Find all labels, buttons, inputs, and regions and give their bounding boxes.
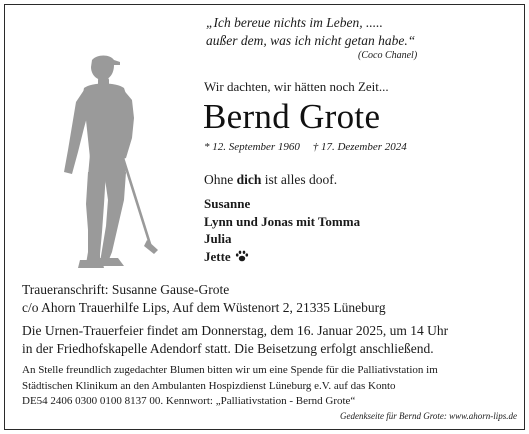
address-line-2: c/o Ahorn Trauerhilfe Lips, Auf dem Wüstenort 2, 21335 Lüneburg bbox=[22, 299, 386, 315]
quote-line-1: „Ich bereue nichts im Leben, ..... bbox=[206, 15, 383, 30]
quote bbox=[206, 14, 506, 61]
ceremony-line-2: in der Friedhofskapelle Adendorf statt. Die Beisetzung erfolgt anschließend. bbox=[22, 341, 434, 356]
donation-line-1: An Stelle freundlich zugedachter Blumen bitten wir um eine Spende für die Palliativstation im bbox=[22, 364, 438, 376]
ceremony-info bbox=[22, 322, 448, 358]
quote-author: (Coco Chanel) bbox=[358, 50, 418, 61]
mourner: Susanne bbox=[204, 196, 251, 211]
paw-print-icon bbox=[235, 250, 249, 262]
ceremony-line-1: Die Urnen-Trauerfeier findet am Donnerstag, dem 16. Januar 2025, um 14 Uhr bbox=[22, 323, 449, 338]
mourner-with-paw bbox=[204, 248, 360, 266]
death-date: † 17. Dezember 2024 bbox=[312, 141, 407, 153]
life-dates bbox=[204, 141, 417, 153]
mourning-address bbox=[22, 281, 386, 316]
quote-line-2: außer dem, was ich nicht getan habe.“ bbox=[206, 33, 416, 48]
farewell-before: Ohne bbox=[204, 172, 237, 187]
donation-line-2: Städtischen Klinikum an den Ambulanten Hospizdienst Lüneburg e.V. auf das Konto bbox=[22, 379, 396, 392]
mourner: Julia bbox=[204, 231, 232, 246]
mourner: Lynn und Jonas mit Tomma bbox=[204, 213, 361, 229]
deceased-name: Bernd Grote bbox=[203, 97, 381, 136]
donation-line-3: DE54 2406 0300 0100 8137 00. Kennwort: „Palliativstation - Bernd Grote“ bbox=[22, 395, 356, 407]
mourners-list bbox=[204, 195, 360, 265]
farewell-after: ist alles doof. bbox=[261, 172, 338, 187]
mourner: Jette bbox=[204, 248, 231, 264]
donation-request bbox=[22, 363, 438, 410]
farewell-line bbox=[204, 172, 337, 188]
memorial-page-link[interactable]: Gedenkseite für Bernd Grote: www.ahorn-lips.de bbox=[340, 411, 517, 421]
intro-text: Wir dachten, wir hätten noch Zeit... bbox=[204, 79, 389, 94]
golfer-silhouette-icon bbox=[54, 54, 170, 276]
address-line-1: Traueranschrift: Susanne Gause-Grote bbox=[22, 282, 230, 297]
farewell-emphasis: dich bbox=[236, 172, 262, 187]
birth-date: * 12. September 1960 bbox=[204, 141, 300, 153]
